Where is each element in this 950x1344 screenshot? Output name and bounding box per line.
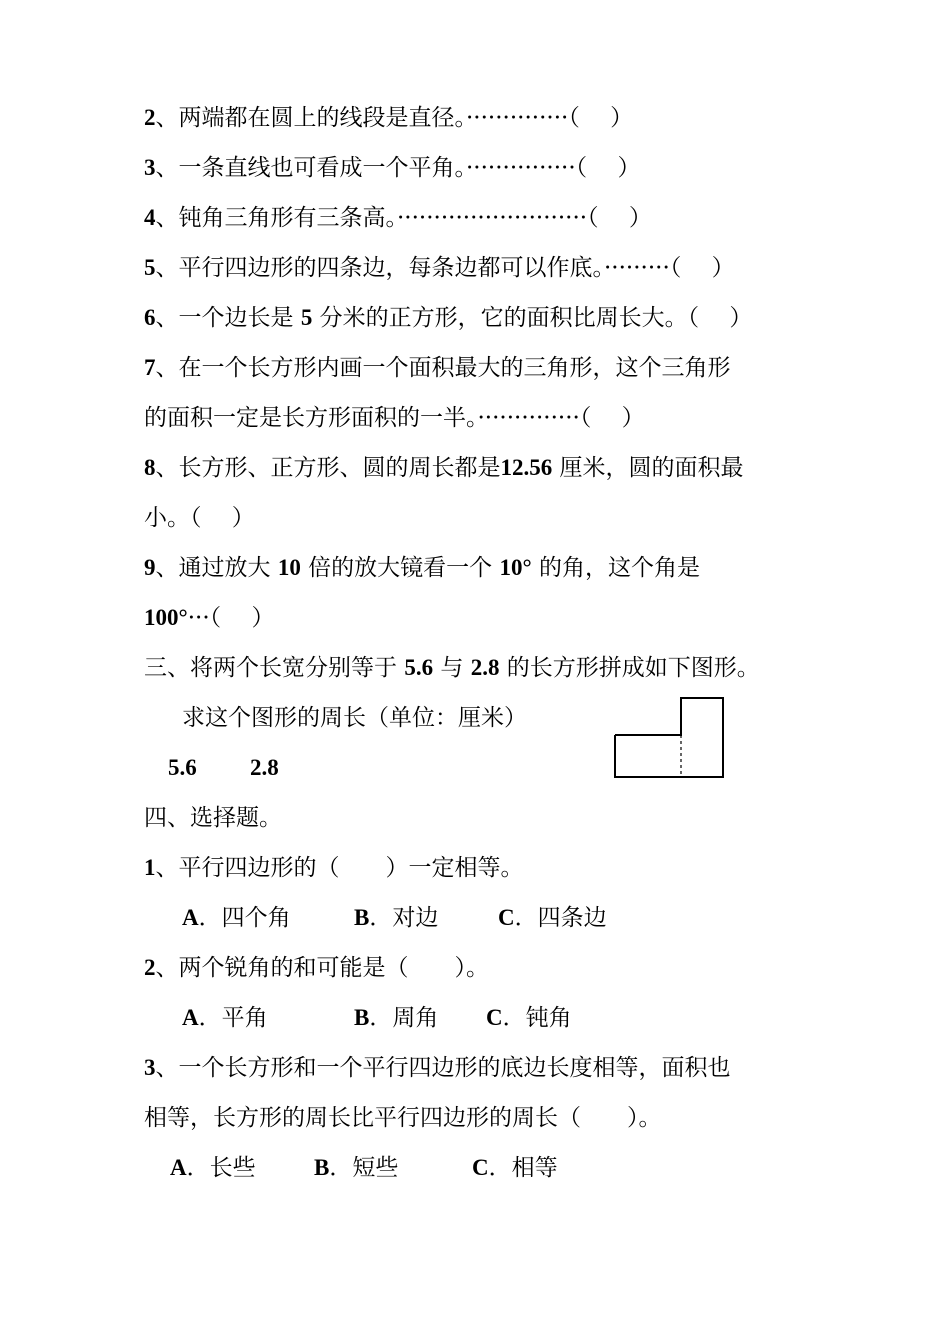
item-number: 2: [144, 105, 156, 130]
judge-item-7-cont: [144, 403, 645, 433]
item-text: 分米的正方形，它的面积比周长大。（ ）: [312, 305, 753, 331]
judge-item-5: [144, 253, 735, 283]
option-a: A．平角: [182, 1005, 268, 1031]
item-text: 、钝角三角形有三条高。: [155, 205, 397, 231]
judge-item-9-cont: [144, 603, 274, 633]
choice-question-2: [144, 953, 489, 983]
combined-rectangles-figure: [610, 693, 730, 783]
answer-paren: （ ）: [568, 105, 634, 131]
dimension-value: 2.8: [470, 655, 500, 680]
item-number: 1: [144, 855, 156, 880]
judge-item-8-cont: [144, 503, 255, 533]
item-text: ···（ ）: [187, 605, 275, 631]
item-number: 2: [144, 955, 156, 980]
item-text: 、一个长方形和一个平行四边形的底边长度相等，面积也: [155, 1055, 731, 1081]
leader-dots: ··························: [397, 205, 588, 231]
section-text: 与: [433, 655, 471, 681]
item-text: 、在一个长方形内画一个面积最大的三角形，这个三角形: [155, 355, 731, 381]
judge-item-9: [144, 553, 700, 583]
item-number: 8: [144, 455, 156, 480]
item-number: 6: [144, 305, 156, 330]
option-a: A．四个角: [182, 905, 291, 931]
judge-item-2: [144, 103, 633, 133]
judge-item-6: [144, 303, 752, 333]
item-value: 5: [300, 305, 313, 330]
item-value: 12.56: [500, 455, 553, 480]
answer-paren: （ ）: [669, 255, 735, 281]
section3-question: 求这个图形的周长（单位：厘米）: [182, 705, 527, 731]
option-b: B．短些: [314, 1155, 399, 1181]
item-text: 厘米，圆的面积最: [552, 455, 744, 481]
item-text: 、一条直线也可看成一个平角。: [155, 155, 466, 181]
item-number: 3: [144, 155, 156, 180]
item-text: 的面积一定是长方形面积的一半。: [144, 405, 478, 431]
dimension-label-width: 2.8: [250, 755, 279, 780]
judge-item-7: [144, 353, 731, 383]
judge-item-3: [144, 153, 640, 183]
leader-dots: ·········: [604, 255, 670, 281]
option-c: C．相等: [472, 1155, 558, 1181]
option-b: B．对边: [354, 905, 439, 931]
answer-paren: （ ）: [575, 155, 641, 181]
item-text: 小。（ ）: [144, 505, 255, 531]
option-a: A．长些: [170, 1155, 256, 1181]
dimension-label-length: 5.6: [168, 755, 197, 780]
answer-paren: （ ）: [587, 205, 652, 231]
item-text: 倍的放大镜看一个: [300, 555, 500, 581]
section-text: 三、将两个长宽分别等于: [144, 655, 405, 681]
dimension-value: 5.6: [404, 655, 434, 680]
item-number: 9: [144, 555, 156, 580]
item-text: 、长方形、正方形、圆的周长都是: [155, 455, 501, 481]
judge-item-8: [144, 453, 744, 483]
item-text: 、一个边长是: [155, 305, 301, 331]
judge-item-4: [144, 203, 652, 233]
item-text: 、两端都在圆上的线段是直径。: [155, 105, 466, 131]
section3-title: [144, 653, 760, 683]
figure-outline: [615, 698, 723, 777]
section-text: 的长方形拼成如下图形。: [499, 655, 760, 681]
choice-question-3-cont: 相等，长方形的周长比平行四边形的周长（ ）。: [144, 1105, 662, 1131]
item-text: 、平行四边形的（ ）一定相等。: [155, 855, 524, 881]
option-b: B．周角: [354, 1005, 439, 1031]
item-number: 5: [144, 255, 156, 280]
leader-dots: ··············: [477, 405, 580, 431]
answer-paren: （ ）: [579, 405, 645, 431]
section4-title: 四、选择题。: [144, 805, 282, 831]
choice-question-3: [144, 1053, 731, 1083]
item-value: 10°: [499, 555, 532, 580]
option-c: C．四条边: [498, 905, 607, 931]
item-text: 、平行四边形的四条边，每条边都可以作底。: [155, 255, 604, 281]
item-number: 7: [144, 355, 156, 380]
choice-question-1: [144, 853, 524, 883]
leader-dots: ··············: [466, 105, 569, 131]
item-number: 4: [144, 205, 156, 230]
item-value: 10: [277, 555, 301, 580]
item-value: 100°: [144, 605, 188, 630]
item-text: 、两个锐角的和可能是（ ）。: [155, 955, 489, 981]
item-text: 、通过放大: [155, 555, 278, 581]
option-c: C．钝角: [486, 1005, 572, 1031]
item-number: 3: [144, 1055, 156, 1080]
item-text: 的角，这个角是: [531, 555, 700, 581]
leader-dots: ···············: [466, 155, 576, 181]
